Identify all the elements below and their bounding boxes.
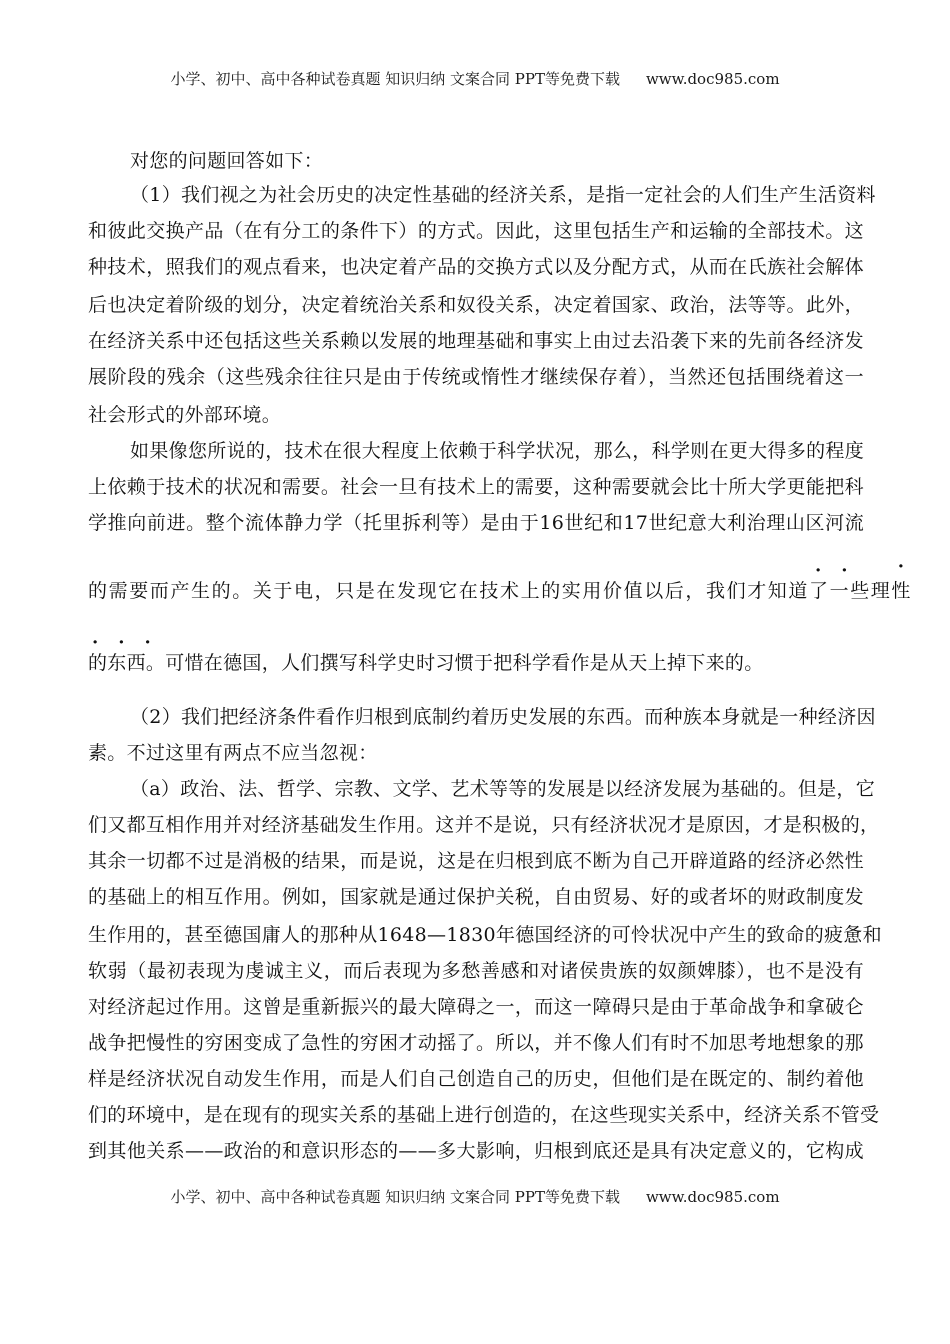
- text-line: 对经济起过作用。这曾是重新振兴的最大障碍之一，而这一障碍只是由于革命战争和拿破仑: [88, 996, 864, 1018]
- text-line: 种技术，照我们的观点看来，也决定着产品的交换方式以及分配方式，从而在氏族社会解体: [88, 256, 864, 278]
- page-footer: [0, 1186, 950, 1207]
- emphasis-dots: ···: [92, 632, 171, 653]
- emphasis-dots: ··: [815, 560, 868, 581]
- footer-text: 小学、初中、高中各种试卷真题 知识归纳 文案合同 PPT等免费下载: [170, 1188, 620, 1206]
- text-line: 到其他关系——政治的和意识形态的——多大影响，归根到底还是具有决定意义的，它构成: [88, 1140, 864, 1162]
- text-line: 软弱（最初表现为虔诚主义，而后表现为多愁善感和对诸侯贵族的奴颜婢膝），也不是没有: [88, 960, 864, 982]
- text-line: 对您的问题回答如下：: [130, 150, 324, 172]
- text-line: 素。不过这里有两点不应当忽视：: [88, 742, 378, 764]
- text-line: [88, 576, 911, 603]
- text-line: 们的环境中，是在现有的现实关系的基础上进行创造的，在这些现实关系中，经济关系不管受: [88, 1104, 880, 1126]
- header-url[interactable]: www.doc985.com: [645, 70, 780, 88]
- text-line: 如果像您所说的，技术在很大程度上依赖于科学状况，那么，科学则在更大得多的程度: [130, 440, 864, 462]
- text-line: 战争把慢性的穷困变成了急性的穷困才动摇了。所以，并不像人们有时不加思考地想象的那: [88, 1032, 864, 1054]
- text-line: 展阶段的残余（这些残余往往只是由于传统或惰性才继续保存着），当然还包括围绕着这一: [88, 366, 864, 388]
- page-header: [0, 68, 950, 89]
- text-line: 社会形式的外部环境。: [88, 404, 282, 426]
- footer-url[interactable]: www.doc985.com: [645, 1188, 780, 1206]
- text-line: 生作用的，甚至德国庸人的那种从1648—1830年德国经济的可怜状况中产生的致命的疲惫和: [88, 924, 882, 946]
- text-line: 上依赖于技术的状况和需要。社会一旦有技术上的需要，这种需要就会比十所大学更能把科: [88, 476, 864, 498]
- text-line: [88, 648, 764, 675]
- text-line: （a）政治、法、哲学、宗教、文学、艺术等等的发展是以经济发展为基础的。但是，它: [130, 778, 876, 800]
- text-line-part: 。可惜在德国，人们撰写科学史时习惯于把科学看作是从天上掉下来的。: [145, 652, 764, 674]
- text-line: 其余一切都不过是消极的结果，而是说，这是在归根到底不断为自己开辟道路的经济必然性: [88, 850, 864, 872]
- emphasized-word: · 性: [891, 576, 910, 603]
- text-line-part: 的需要而产生的。关于电，只是在发现它在技术上的实用价值以后，我们才知道了一些理: [88, 580, 892, 602]
- text-line: 后也决定着阶级的划分，决定着统治关系和奴役关系，决定着国家、政治，法等等。此外，: [88, 294, 864, 316]
- header-text: 小学、初中、高中各种试卷真题 知识归纳 文案合同 PPT等免费下载: [170, 70, 620, 88]
- text-line: （1）我们视之为社会历史的决定性基础的经济关系，是指一定社会的人们生产生活资料: [130, 184, 876, 206]
- text-line: 学推向前进。整个流体静力学（托里拆利等）是由于16世纪和17世纪意大利治理山区河流: [88, 512, 864, 534]
- text-line: 们又都互相作用并对经济基础发生作用。这并不是说，只有经济状况才是原因，才是积极的，: [88, 814, 880, 836]
- text-line: 在经济关系中还包括这些关系赖以发展的地理基础和事实上由过去沿袭下来的先前各经济发: [88, 330, 864, 352]
- text-line: 和彼此交换产品（在有分工的条件下）的方式。因此，这里包括生产和运输的全部技术。这: [88, 220, 864, 242]
- text-line: （2）我们把经济条件看作归根到底制约着历史发展的东西。而种族本身就是一种经济因: [130, 706, 876, 728]
- emphasized-word: 的东西: [88, 652, 146, 674]
- text-line: 的基础上的相互作用。例如，国家就是通过保护关税，自由贸易、好的或者坏的财政制度发: [88, 886, 864, 908]
- text-line: 样是经济状况自动发生作用，而是人们自己创造自己的历史，但他们是在既定的、制约着他: [88, 1068, 864, 1090]
